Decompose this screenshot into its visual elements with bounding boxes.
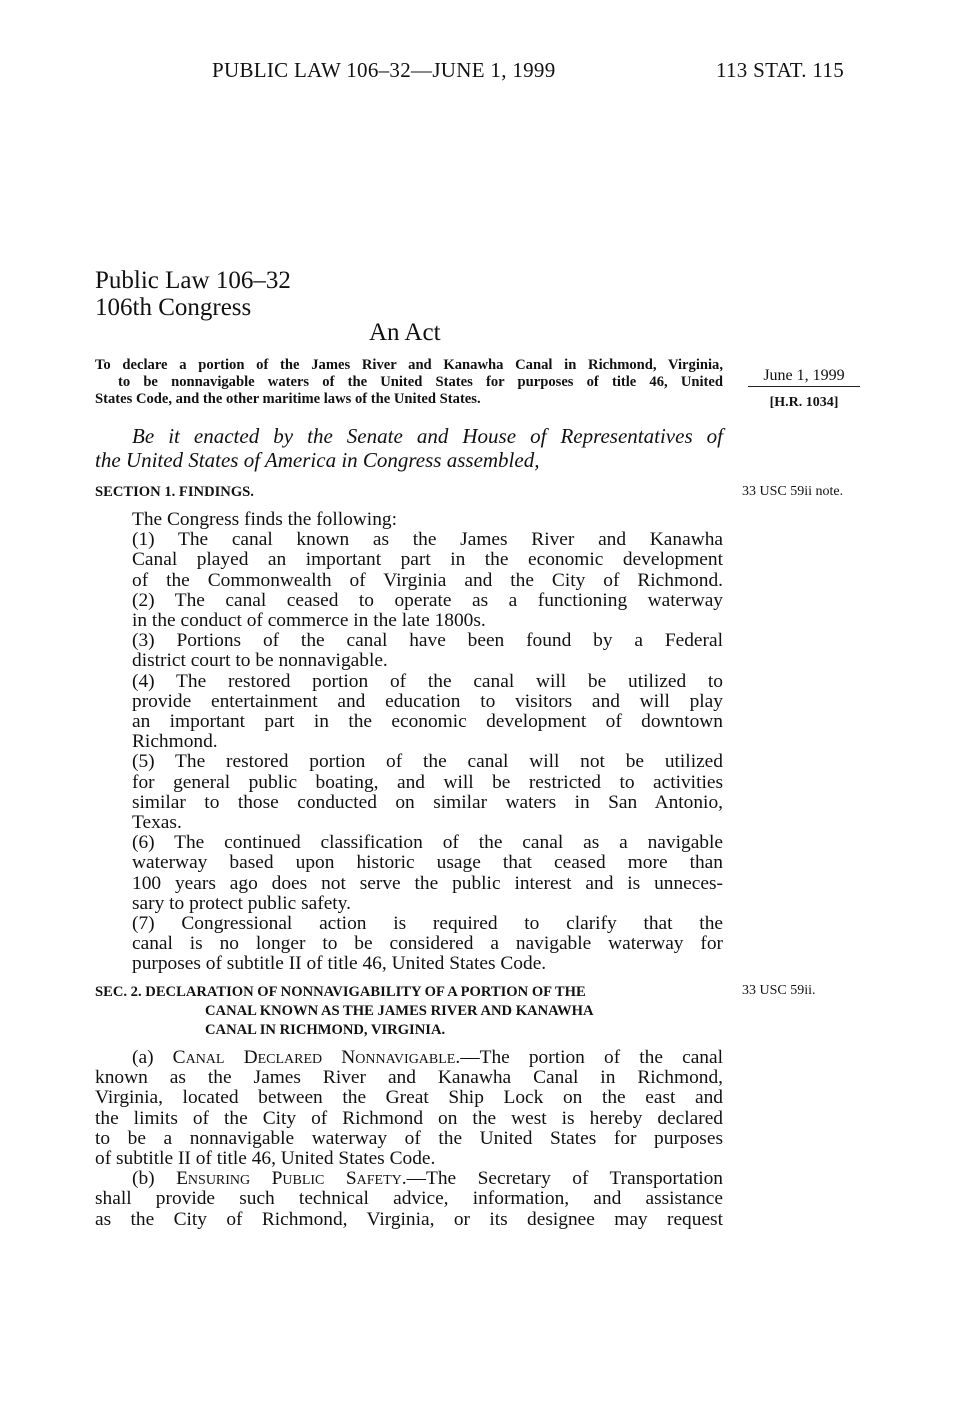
text-line: waterway based upon historic usage that ceased more than bbox=[132, 852, 723, 874]
text-line: the limits of the City of Richmond on the west is hereby declared bbox=[95, 1107, 723, 1129]
heading-line: CANAL IN RICHMOND, VIRGINIA. bbox=[205, 1022, 446, 1038]
text-line: as the City of Richmond, Virginia, or its designee may request bbox=[95, 1208, 723, 1230]
purpose-line: To declare a portion of the James River and Kanawha Canal in Richmond, Virginia, bbox=[95, 357, 723, 373]
text-line: (7) Congressional action is required to clarify that the bbox=[132, 913, 723, 935]
section-1-heading: SECTION 1. FINDINGS. bbox=[95, 484, 254, 500]
text-line: in the conduct of commerce in the late 1800s. bbox=[132, 610, 486, 632]
text-line: known as the James River and Kanawha Canal in Richmond, bbox=[95, 1067, 723, 1089]
text-line: district court to be nonnavigable. bbox=[132, 650, 388, 672]
enacting-clause bbox=[95, 424, 723, 472]
text-line: Virginia, located between the Great Ship Lock on the east and bbox=[95, 1087, 723, 1109]
text-line: of the Commonwealth of Virginia and the City of Richmond. bbox=[132, 569, 723, 591]
text-line: (2) The canal ceased to operate as a functioning waterway bbox=[132, 589, 723, 611]
subsection-b-label: (b) bbox=[132, 1168, 177, 1190]
text-line: 100 years ago does not serve the public interest and is unneces- bbox=[132, 872, 723, 894]
text-line: for general public boating, and will be restricted to activities bbox=[132, 771, 723, 793]
text-line: an important part in the economic development of downtown bbox=[132, 711, 723, 733]
subsection-a-caption: Canal Declared Nonnavigable. bbox=[172, 1047, 461, 1068]
text-line: (6) The continued classification of the canal as a navigable bbox=[132, 832, 723, 854]
section-2-body bbox=[95, 1048, 723, 1230]
purpose-line: States Code, and the other maritime laws of the United States. bbox=[95, 391, 481, 407]
subsection-a-text: —The portion of the canal bbox=[460, 1047, 723, 1068]
running-header bbox=[212, 58, 844, 84]
text-line: The Congress finds the following: bbox=[132, 509, 397, 530]
text-line: canal is no longer to be considered a navigable waterway for bbox=[132, 933, 723, 955]
text-line: shall provide such technical advice, information, and assistance bbox=[95, 1188, 723, 1210]
section-1-body bbox=[95, 510, 723, 975]
header-law-date: PUBLIC LAW 106–32—JUNE 1, 1999 bbox=[212, 58, 556, 82]
subsection-b-caption: Ensuring Public Safety. bbox=[176, 1168, 407, 1190]
margin-enactment-date: June 1, 1999 bbox=[748, 366, 860, 387]
margin-usc-note-2: 33 USC 59ii. bbox=[742, 983, 816, 998]
text-line: of subtitle II of title 46, United States Code. bbox=[95, 1148, 436, 1170]
text-line: (3) Portions of the canal have been found by a Federal bbox=[132, 630, 723, 652]
text-line: sary to protect public safety. bbox=[132, 892, 351, 914]
margin-usc-note: 33 USC 59ii note. bbox=[742, 484, 844, 499]
text-line: Texas. bbox=[132, 812, 182, 834]
subsection-b-text: —The Secretary of Transportation bbox=[406, 1168, 723, 1190]
margin-bill-number: [H.R. 1034] bbox=[769, 395, 839, 410]
text-line: purposes of subtitle II of title 46, United States Code. bbox=[132, 953, 547, 975]
heading-line: SEC. 2. DECLARATION OF NONNAVIGABILITY OF A PORTION OF THE bbox=[95, 984, 586, 1000]
purpose-statement bbox=[95, 357, 723, 408]
text-line: similar to those conducted on similar waters in San Antonio, bbox=[132, 791, 723, 813]
text-line: (4) The restored portion of the canal will be utilized to bbox=[132, 670, 723, 692]
subsection-a-first-line bbox=[95, 1048, 723, 1068]
text-line: (5) The restored portion of the canal will not be utilized bbox=[132, 751, 723, 773]
text-line: Canal played an important part in the economic development bbox=[132, 549, 723, 571]
text-line: Richmond. bbox=[132, 731, 218, 753]
header-stat-page: 113 STAT. 115 bbox=[715, 58, 844, 82]
enacting-line: the United States of America in Congress assembled, bbox=[95, 448, 540, 472]
heading-line: CANAL KNOWN AS THE JAMES RIVER AND KANAWHA bbox=[205, 1003, 594, 1019]
enacting-line: Be it enacted by the Senate and House of Representatives of bbox=[132, 424, 723, 448]
purpose-line: to be nonnavigable waters of the United States for purposes of title 46, United bbox=[118, 374, 723, 390]
text-line: provide entertainment and education to visitors and will play bbox=[132, 690, 723, 712]
subsection-b-first-line bbox=[95, 1169, 723, 1189]
text-line: (1) The canal known as the James River and Kanawha bbox=[132, 529, 723, 551]
subsection-a-label: (a) bbox=[132, 1047, 173, 1068]
public-law-number: Public Law 106–32 bbox=[95, 267, 291, 294]
congress-number: 106th Congress bbox=[95, 294, 252, 321]
text-line: to be a nonnavigable waterway of the United States for purposes bbox=[95, 1127, 723, 1149]
section-2-heading bbox=[95, 983, 723, 1040]
act-heading: An Act bbox=[369, 319, 441, 346]
